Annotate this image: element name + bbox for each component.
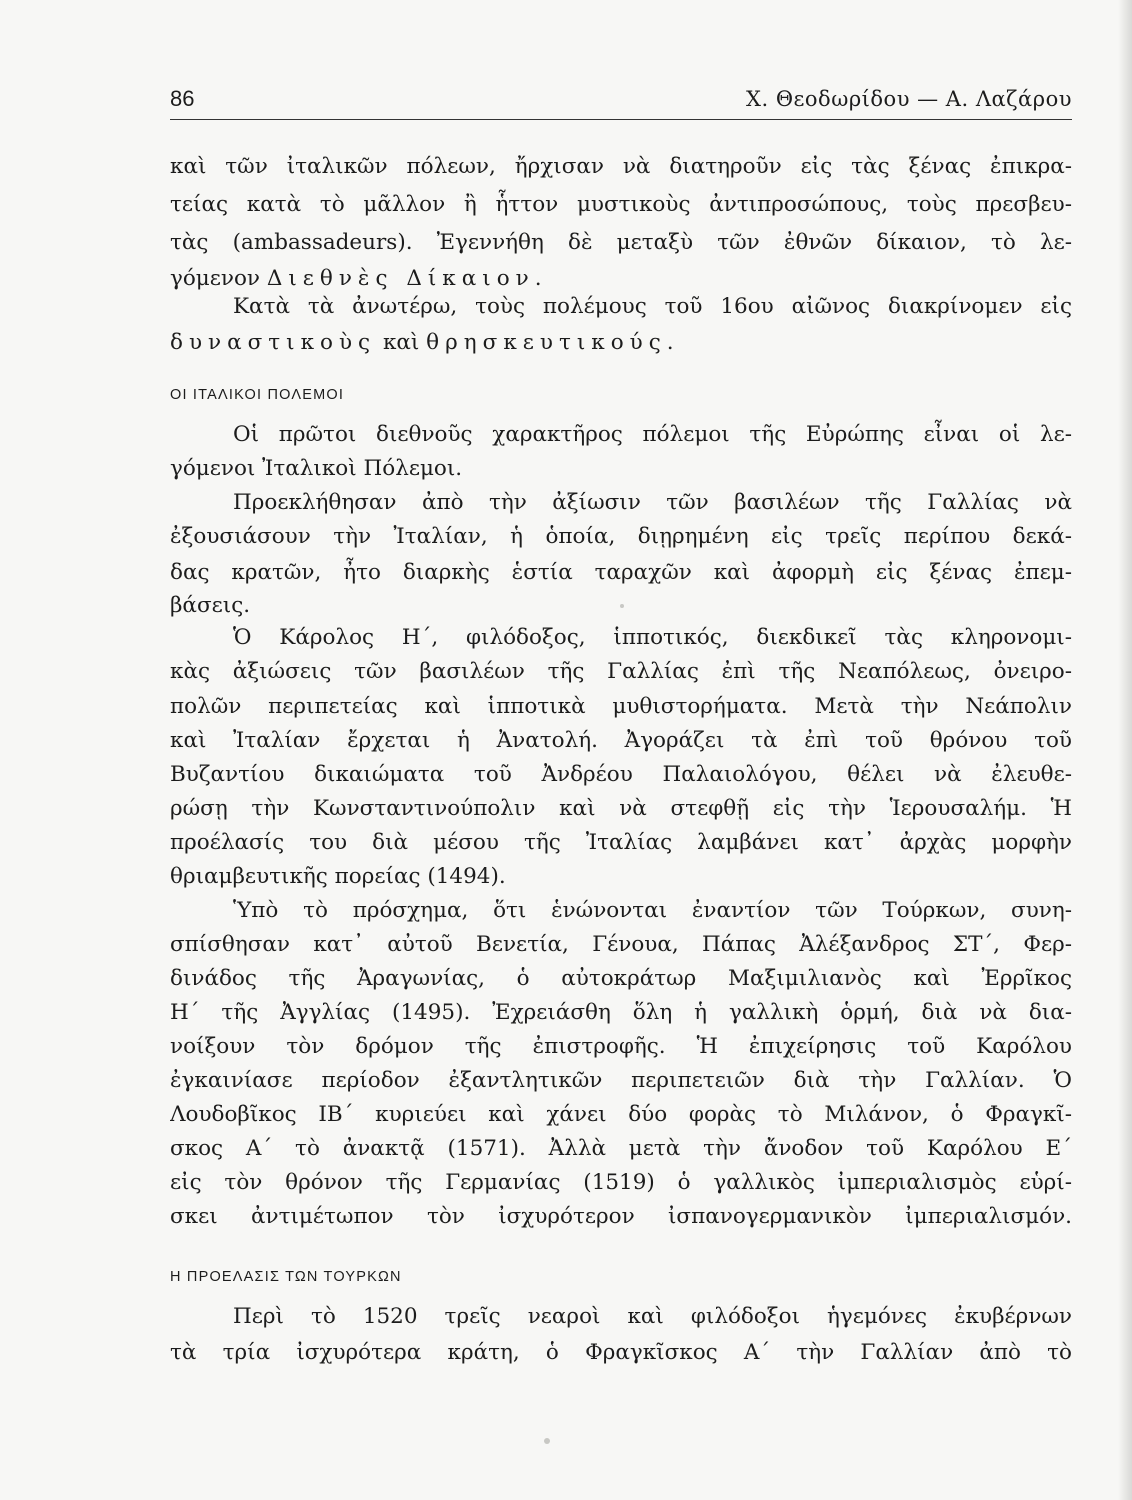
print-smudge xyxy=(620,604,624,608)
print-smudge xyxy=(544,1438,550,1444)
running-head: Χ. Θεοδωρίδου — Α. Λαζάρου xyxy=(746,87,1072,111)
text-line: σπίσθησαν κατ᾽ αὐτοῦ Βενετία, Γένουα, Πάπας Ἀλέξανδρος ΣΤ΄, Φερ- xyxy=(170,932,1072,957)
page-edge-shadow xyxy=(1118,0,1132,1500)
text-line: τὰς (ambassadeurs). Ἐγεννήθη δὲ μεταξὺ τῶν ἐθνῶν δίκαιον, τὸ λε- xyxy=(170,230,1072,255)
text-line: Οἱ πρῶτοι διεθνοῦς χαρακτῆρος πόλεμοι τῆς Εὐρώπης εἶναι οἱ λε- xyxy=(233,422,1072,447)
text-line: σκος Α΄ τὸ ἀνακτᾷ (1571). Ἀλλὰ μετὰ τὴν ἄνοδον τοῦ Καρόλου Ε΄ xyxy=(170,1136,1072,1161)
header-rule xyxy=(170,119,1072,120)
text-line: Ὁ Κάρολος Η΄, φιλόδοξος, ἱπποτικός, διεκδικεῖ τὰς κληρονομι- xyxy=(233,625,1072,650)
text-line: Κατὰ τὰ ἀνωτέρω, τοὺς πολέμους τοῦ 16ου αἰῶνος διακρίνομεν εἰς xyxy=(233,294,1072,319)
text-line: Η΄ τῆς Ἀγγλίας (1495). Ἐχρειάσθη ὅλη ἡ γαλλικὴ ὁρμή, διὰ νὰ δια- xyxy=(170,1000,1072,1025)
text-line: δινάδος τῆς Ἀραγωνίας, ὁ αὐτοκράτωρ Μαξιμιλιανὸς καὶ Ἐρρῖκος xyxy=(170,966,1072,991)
text-line: ρώσῃ τὴν Κωνσταντινούπολιν καὶ νὰ στεφθῇ εἰς τὴν Ἱερουσαλήμ. Ἡ xyxy=(170,796,1072,821)
text-line: Λουδοβῖκος ΙΒ΄ κυριεύει καὶ χάνει δύο φορὰς τὸ Μιλάνον, ὁ Φραγκῖ- xyxy=(170,1102,1072,1127)
text-line: εἰς τὸν θρόνον τῆς Γερμανίας (1519) ὁ γαλλικὸς ἰμπεριαλισμὸς εὑρί- xyxy=(170,1170,1072,1195)
text-line: Ὑπὸ τὸ πρόσχημα, ὅτι ἑνώνονται ἐναντίον τῶν Τούρκων, συνη- xyxy=(233,898,1072,923)
text-line: Προεκλήθησαν ἀπὸ τὴν ἀξίωσιν τῶν βασιλέων τῆς Γαλλίας νὰ xyxy=(233,490,1072,515)
section-heading: Η ΠΡΟΕΛΑΣΙΣ ΤΩΝ ΤΟΥΡΚΩΝ xyxy=(170,1269,402,1285)
text-line: προέλασίς του διὰ μέσου τῆς Ἰταλίας λαμβάνει κατ᾽ ἀρχὰς μορφὴν xyxy=(170,830,1072,855)
text-line: τείας κατὰ τὸ μᾶλλον ἢ ἧττον μυστικοὺς ἀντιπροσώπους, τοὺς πρεσβευ- xyxy=(170,192,1072,217)
page-number: 86 xyxy=(170,86,195,111)
spaced-term: θρησκευτικούς. xyxy=(426,330,680,355)
spaced-term: δυναστικοὺς xyxy=(170,330,377,355)
text-line: πολῶν περιπετείας καὶ ἱπποτικὰ μυθιστορήματα. Μετὰ τὴν Νεάπολιν xyxy=(170,694,1072,719)
text-line: ἐξουσιάσουν τὴν Ἰταλίαν, ἡ ὁποία, διῃρημένη εἰς τρεῖς περίπου δεκά- xyxy=(170,524,1072,549)
text-line: κὰς ἀξιώσεις τῶν βασιλέων τῆς Γαλλίας ἐπὶ τῆς Νεαπόλεως, ὀνειρο- xyxy=(170,659,1072,684)
text-line: δας κρατῶν, ἦτο διαρκὴς ἑστία ταραχῶν καὶ ἀφορμὴ εἰς ξένας ἐπεμ- xyxy=(170,560,1072,585)
text-line: σκει ἀντιμέτωπον τὸν ἰσχυρότερον ἰσπανογερμανικὸν ἰμπεριαλισμόν. xyxy=(170,1204,1072,1229)
text-line: καὶ τῶν ἰταλικῶν πόλεων, ἤρχισαν νὰ διατηροῦν εἰς τὰς ξένας ἐπικρα- xyxy=(170,154,1072,179)
text-line: Περὶ τὸ 1520 τρεῖς νεαροὶ καὶ φιλόδοξοι ἡγεμόνες ἐκυβέρνων xyxy=(233,1304,1072,1329)
text-line: καὶ Ἰταλίαν ἔρχεται ἡ Ἀνατολή. Ἀγοράζει τὰ ἐπὶ τοῦ θρόνου τοῦ xyxy=(170,728,1072,753)
text-line: τὰ τρία ἰσχυρότερα κράτη, ὁ Φραγκῖσκος Α΄ τὴν Γαλλίαν ἀπὸ τὸ xyxy=(170,1340,1072,1365)
section-heading: ΟΙ ΙΤΑΛΙΚΟΙ ΠΟΛΕΜΟΙ xyxy=(170,387,345,403)
page-header xyxy=(170,86,1072,114)
text-line: γόμενοι Ἰταλικοὶ Πόλεμοι. xyxy=(170,456,463,481)
text-line: Βυζαντίου δικαιώματα τοῦ Ἀνδρέου Παλαιολόγου, θέλει νὰ ἐλευθε- xyxy=(170,762,1072,787)
text-line xyxy=(170,326,1072,360)
text-line: ἐγκαινίασε περίοδον ἐξαντλητικῶν περιπετειῶν διὰ τὴν Γαλλίαν. Ὁ xyxy=(170,1068,1072,1093)
spaced-term: Διεθνὲς Δίκαιον. xyxy=(266,266,548,291)
text-line: βάσεις. xyxy=(170,593,251,618)
text-fragment: γόμενον xyxy=(170,266,267,291)
text-fragment: καὶ xyxy=(376,330,427,355)
text-line: θριαμβευτικῆς πορείας (1494). xyxy=(170,864,506,889)
text-line: νοίξουν τὸν δρόμον τῆς ἐπιστροφῆς. Ἡ ἐπιχείρησις τοῦ Καρόλου xyxy=(170,1034,1072,1059)
